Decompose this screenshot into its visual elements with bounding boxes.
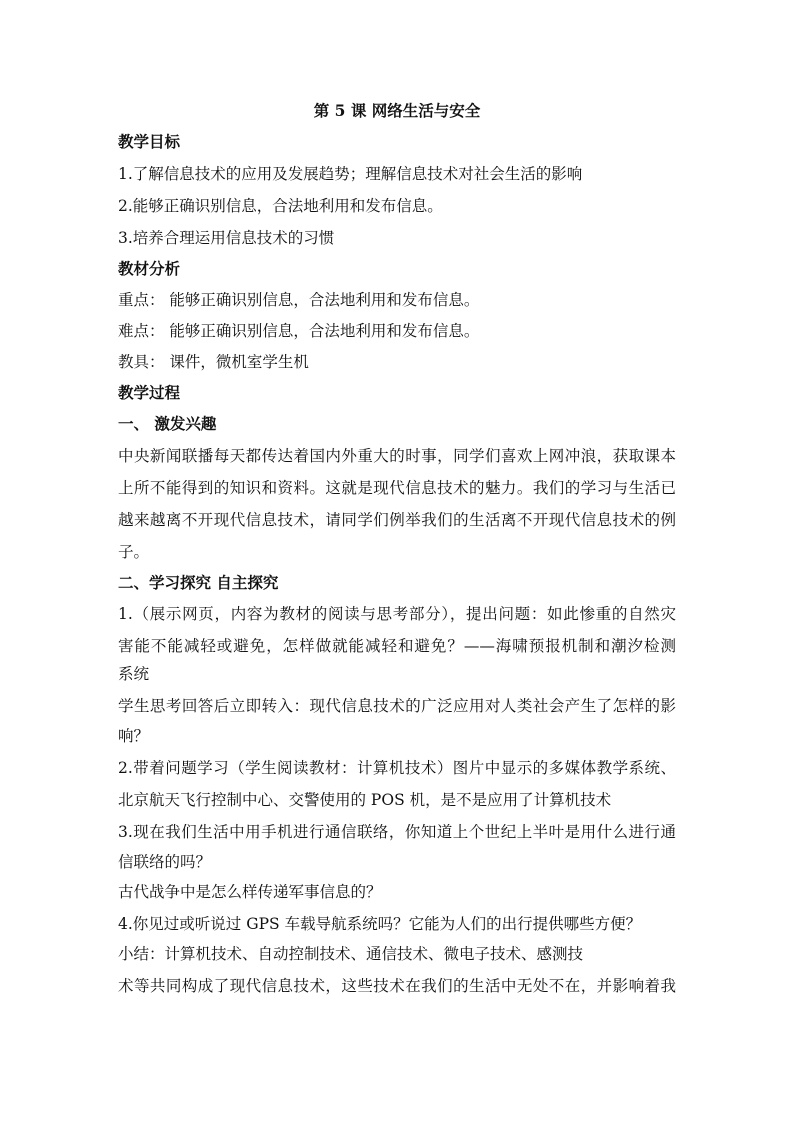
lesson-title: 第 5 课 网络生活与安全: [313, 101, 481, 120]
paragraph-line: 上所不能得到的知识和资料。这就是现代信息技术的魅力。我们的学习与生活已: [118, 479, 676, 497]
paragraph-line: 2.带着问题学习（学生阅读教材：计算机技术）图片中显示的多媒体教学系统、: [118, 759, 676, 777]
heading-teaching-goals: 教学目标: [118, 132, 181, 151]
analysis-line: 重点： 能够正确识别信息，合法地利用和发布信息。: [118, 291, 480, 309]
analysis-line: 难点： 能够正确识别信息，合法地利用和发布信息。: [118, 322, 480, 340]
heading-teaching-process: 教学过程: [118, 383, 181, 402]
paragraph-line: 子。: [118, 543, 150, 561]
section-2-heading: 二、学习探究 自主探究: [118, 573, 279, 592]
paragraph-line: 4.你见过或听说过 GPS 车载导航系统吗？它能为人们的出行提供哪些方便？: [118, 915, 642, 933]
paragraph-line: 响？: [118, 727, 150, 745]
goal-line: 1.了解信息技术的应用及发展趋势；理解信息技术对社会生活的影响: [118, 165, 583, 183]
paragraph-line: 北京航天飞行控制中心、交警使用的 POS 机，是不是应用了计算机技术: [118, 791, 612, 809]
section-1-heading: 一、 激发兴趣: [118, 414, 217, 433]
paragraph-line: 小结：计算机技术、自动控制技术、通信技术、微电子技术、感测技: [118, 945, 584, 963]
paragraph-line: 3.现在我们生活中用手机进行通信联络，你知道上个世纪上半叶是用什么进行通: [118, 823, 676, 841]
goal-line: 3.培养合理运用信息技术的习惯: [118, 229, 335, 247]
paragraph-line: 害能不能减轻或避免，怎样做就能减轻和避免？——海啸预报机制和潮汐检测: [118, 637, 676, 655]
paragraph-line: 越来越离不开现代信息技术，请同学们例举我们的生活离不开现代信息技术的例: [118, 511, 676, 529]
paragraph-line: 系统: [118, 665, 150, 683]
paragraph-line: 信联络的吗？: [118, 853, 212, 871]
paragraph-line: 学生思考回答后立即转入：现代信息技术的广泛应用对人类社会产生了怎样的影: [118, 697, 676, 715]
paragraph-line: 术等共同构成了现代信息技术，这些技术在我们的生活中无处不在，并影响着我: [118, 977, 676, 995]
heading-material-analysis: 教材分析: [118, 259, 181, 278]
goal-line: 2.能够正确识别信息，合法地利用和发布信息。: [118, 197, 443, 215]
analysis-line: 教具： 课件，微机室学生机: [118, 353, 309, 371]
paragraph-line: 中央新闻联播每天都传达着国内外重大的时事，同学们喜欢上网冲浪，获取课本: [118, 447, 676, 465]
paragraph-line: 1.（展示网页，内容为教材的阅读与思考部分），提出问题：如此惨重的自然灾: [118, 605, 676, 623]
paragraph-line: 古代战争中是怎么样传递军事信息的？: [118, 883, 382, 901]
